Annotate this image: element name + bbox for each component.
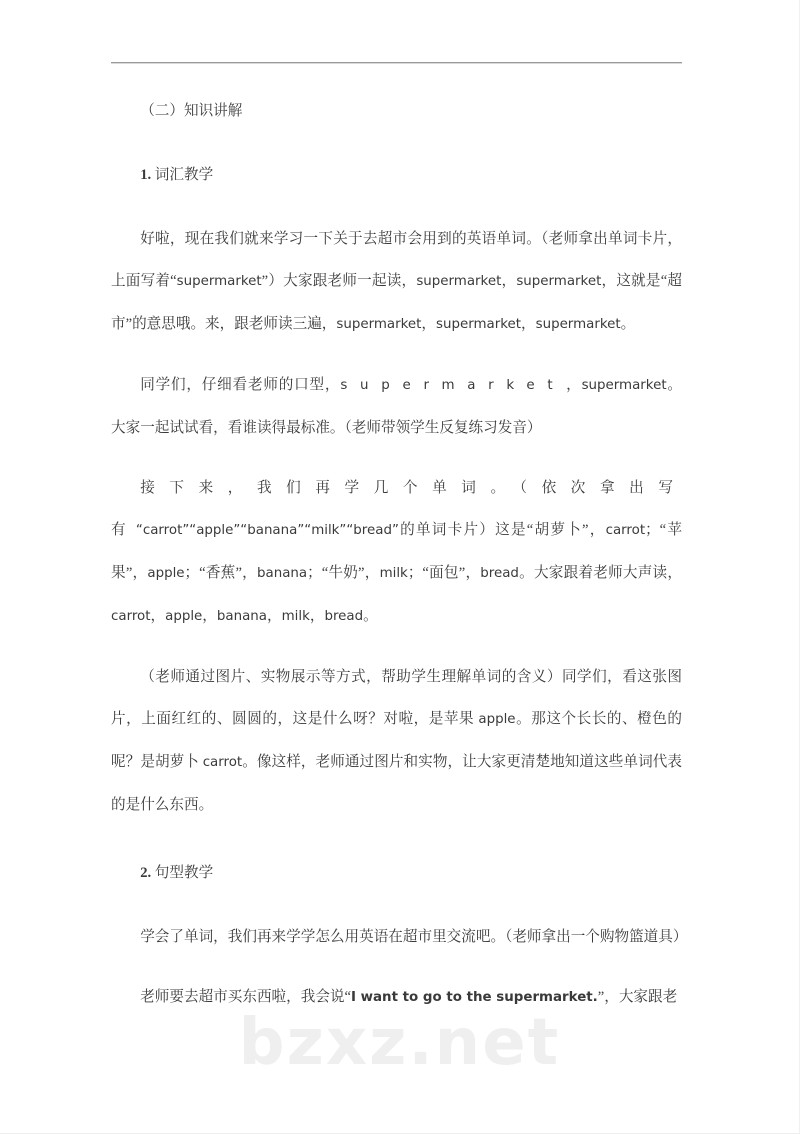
chinese-text: 好啦，现在我们就来学习一下关于去超市会用到的英语单词。（老师拿出单词卡片，上面写着“ [111, 231, 682, 289]
paragraph-pronunciation [111, 364, 682, 449]
english-term: milk [379, 566, 408, 581]
chinese-text: 老师要去超市买东西啦，我会说“ [140, 989, 351, 1005]
english-term: supermarket [436, 317, 521, 332]
english-term: apple [478, 712, 516, 727]
subsection-1-title: 词汇教学 [154, 167, 214, 183]
chinese-text: ， [565, 377, 582, 393]
english-term: supermarket [336, 317, 422, 332]
chinese-text: （老师通过图片、实物展示等方式，帮助学生理解单词的含义）同学们，看这张图片，上面红红的、圆圆的，这是什么呀？对啦，是苹果 [111, 669, 682, 727]
english-term: bread [480, 566, 519, 581]
paragraph-sentence-model [111, 976, 682, 1019]
chinese-text: ，这就是“超市”的意思哦。来，跟老师读三遍， [111, 273, 682, 332]
english-term: supermarket [176, 274, 262, 289]
subsection-2-title: 句型教学 [154, 865, 214, 881]
section-heading: （二）知识讲解 [140, 103, 243, 119]
english-term: supermarket [416, 274, 502, 289]
spacer [111, 638, 682, 656]
chinese-text: 。 [363, 608, 378, 624]
chinese-text: ”，大家跟老 [597, 989, 678, 1005]
spacer [111, 208, 682, 218]
paragraph-pictures [111, 656, 682, 826]
paragraph-vocab-intro [111, 218, 682, 346]
paragraph-sentence-intro [111, 916, 688, 958]
chinese-text: 。大家跟着老师大声读， [518, 565, 682, 581]
subsection-2-heading [111, 852, 682, 894]
english-term: supermarket [535, 317, 621, 332]
english-term: carrot [605, 523, 646, 538]
english-term: milk [281, 609, 310, 624]
spacer [111, 449, 682, 467]
english-term: supermarket [581, 378, 667, 393]
english-term: banana [216, 609, 267, 624]
english-term: apple [147, 566, 185, 581]
english-term: supermarket [516, 274, 602, 289]
subsection-1-heading [111, 154, 682, 196]
chinese-text: 。 [620, 316, 636, 332]
spacer [111, 144, 682, 154]
english-term: carrot [111, 609, 151, 624]
english-sentence: I want to go to the supermarket. [350, 990, 598, 1005]
chinese-text: 的单词卡片）这是“胡萝卜”， [398, 522, 606, 538]
chinese-text: 。那这个长长的、橙色的呢？是胡萝卜 [111, 711, 682, 770]
english-term: carrot [202, 755, 243, 770]
subsection-2-number: 2. [140, 865, 152, 881]
chinese-text: ；“苹果”， [111, 522, 682, 581]
chinese-text: 。像这样，老师通过图片和实物，让大家更清楚地知道这些单词代表的是什么东西。 [111, 754, 682, 813]
spacer [111, 958, 682, 976]
paragraph-word-cards [111, 467, 682, 638]
english-term: banana [257, 566, 308, 581]
chinese-text: 。大家一起试试看，看谁读得最标准。（老师带领学生反复练习发音） [111, 377, 682, 436]
chinese-text: ， [202, 608, 217, 624]
english-term: bread [324, 609, 364, 624]
subsection-1-number: 1. [140, 167, 152, 183]
spacer [111, 826, 682, 852]
chinese-text: ， [150, 608, 166, 624]
chinese-text-wide: 接下来，我们再学几个单词。（依次拿出写有 [111, 480, 682, 538]
chinese-text: 学会了单词，我们再来学学怎么用英语在超市里交流吧。（老师拿出一个购物篮道具） [140, 929, 688, 945]
spacer [111, 346, 682, 364]
chinese-text: 同学们，仔细看老师的口型， [140, 377, 341, 393]
chinese-text: ， [309, 608, 325, 624]
chinese-text: ， [521, 316, 536, 332]
chinese-text: ；“香蕉”， [184, 565, 257, 581]
chinese-text: ， [266, 608, 282, 624]
chinese-text: ， [501, 273, 517, 289]
english-term: “carrot”“apple”“banana”“milk”“bread” [135, 523, 399, 538]
watermark-bzxz: bzxz.net [238, 1006, 561, 1080]
chinese-text: ；“面包”， [407, 565, 481, 581]
header-rule [111, 62, 682, 64]
spacer [111, 906, 682, 916]
english-term-spaced: supermarket [340, 378, 566, 393]
chinese-text: ；“牛奶”， [307, 565, 380, 581]
section-body [111, 90, 688, 1019]
chinese-text: ”）大家跟老师一起读， [261, 273, 417, 289]
english-term: apple [165, 609, 203, 624]
chinese-text: ， [421, 316, 436, 332]
